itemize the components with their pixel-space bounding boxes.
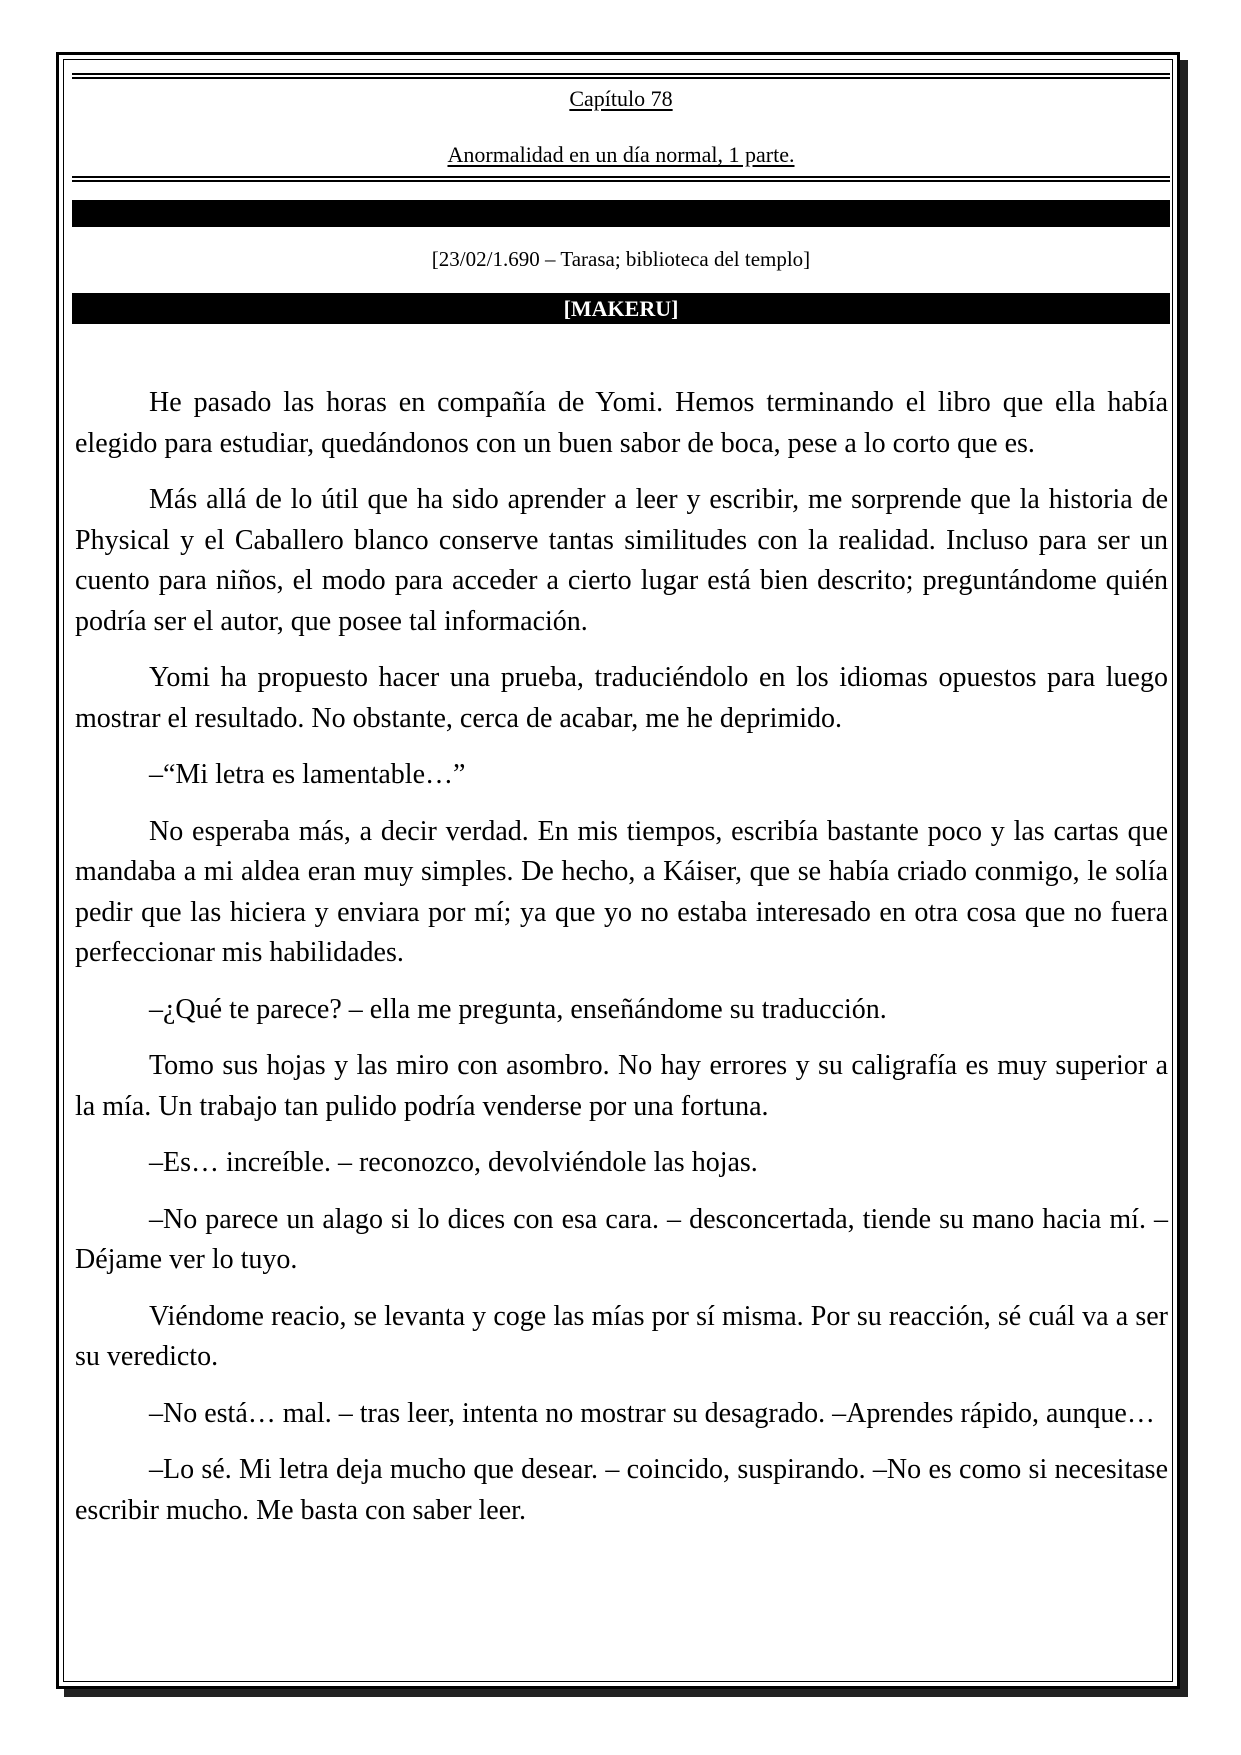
paragraph: –No parece un alago si lo dices con esa cara. – desconcertada, tiende su mano hacia mí. –Déjame ver lo tuyo. bbox=[75, 1203, 1168, 1275]
paragraph: No esperaba más, a decir verdad. En mis tiempos, escribía bastante poco y las cartas que mandaba a mi aldea eran muy simples. De hecho, a Káiser, que se había criado conmigo, le solía pedir que las hiciera y enviara por mí; ya que yo no estaba interesado en otra cosa que no fuera perfeccionar mis habilidades. bbox=[75, 815, 1168, 968]
paragraph: –No está… mal. – tras leer, intenta no mostrar su desagrado. –Aprendes rápido, aunque… bbox=[149, 1397, 1155, 1429]
pov-label: [MAKERU] bbox=[563, 296, 679, 321]
paragraph: –Lo sé. Mi letra deja mucho que desear. – coincido, suspirando. –No es como si necesitase escribir mucho. Me basta con saber leer. bbox=[75, 1454, 1168, 1526]
paragraph: –¿Qué te parece? – ella me pregunta, enseñándome su traducción. bbox=[149, 993, 887, 1025]
paragraph: Tomo sus hojas y las miro con asombro. No hay errores y su caligrafía es muy superior a la mía. Un trabajo tan pulido podría venderse por una fortuna. bbox=[75, 1050, 1168, 1122]
paragraph: –“Mi letra es lamentable…” bbox=[149, 759, 466, 790]
paragraph: He pasado las horas en compañía de Yomi. Hemos terminando el libro que ella había elegido para estudiar, quedándonos con un buen sabor de boca, pese a lo corto que es. bbox=[75, 387, 1168, 459]
paragraph: Viéndome reacio, se levanta y coge las mías por sí misma. Por su reacción, sé cuál va a ser su veredicto. bbox=[75, 1300, 1168, 1372]
chapter-body bbox=[75, 383, 1168, 1547]
chapter-title: Anormalidad en un día normal, 1 parte. bbox=[447, 142, 795, 167]
paragraph: Más allá de lo útil que ha sido aprender a leer y escribir, me sorprende que la historia de Physical y el Caballero blanco conserve tantas similitudes con la realidad. Incluso para ser un cuento para niños, el modo para acceder a cierto lugar está bien descrito; preguntándome quién podría ser el autor, que posee tal información. bbox=[75, 484, 1168, 637]
chapter-number: Capítulo 78 bbox=[569, 86, 673, 111]
section-black-band bbox=[72, 200, 1170, 227]
pov-banner bbox=[72, 293, 1170, 324]
scene-date-location: [23/02/1.690 – Tarasa; biblioteca del templo] bbox=[431, 247, 811, 271]
header-bottom-double-rule bbox=[72, 176, 1170, 182]
paragraph: –Es… increíble. – reconozco, devolviéndole las hojas. bbox=[149, 1147, 758, 1178]
top-double-rule bbox=[72, 73, 1170, 79]
paragraph: Yomi ha propuesto hacer una prueba, traduciéndolo en los idiomas opuestos para luego mostrar el resultado. No obstante, cerca de acabar, me he deprimido. bbox=[75, 662, 1168, 734]
